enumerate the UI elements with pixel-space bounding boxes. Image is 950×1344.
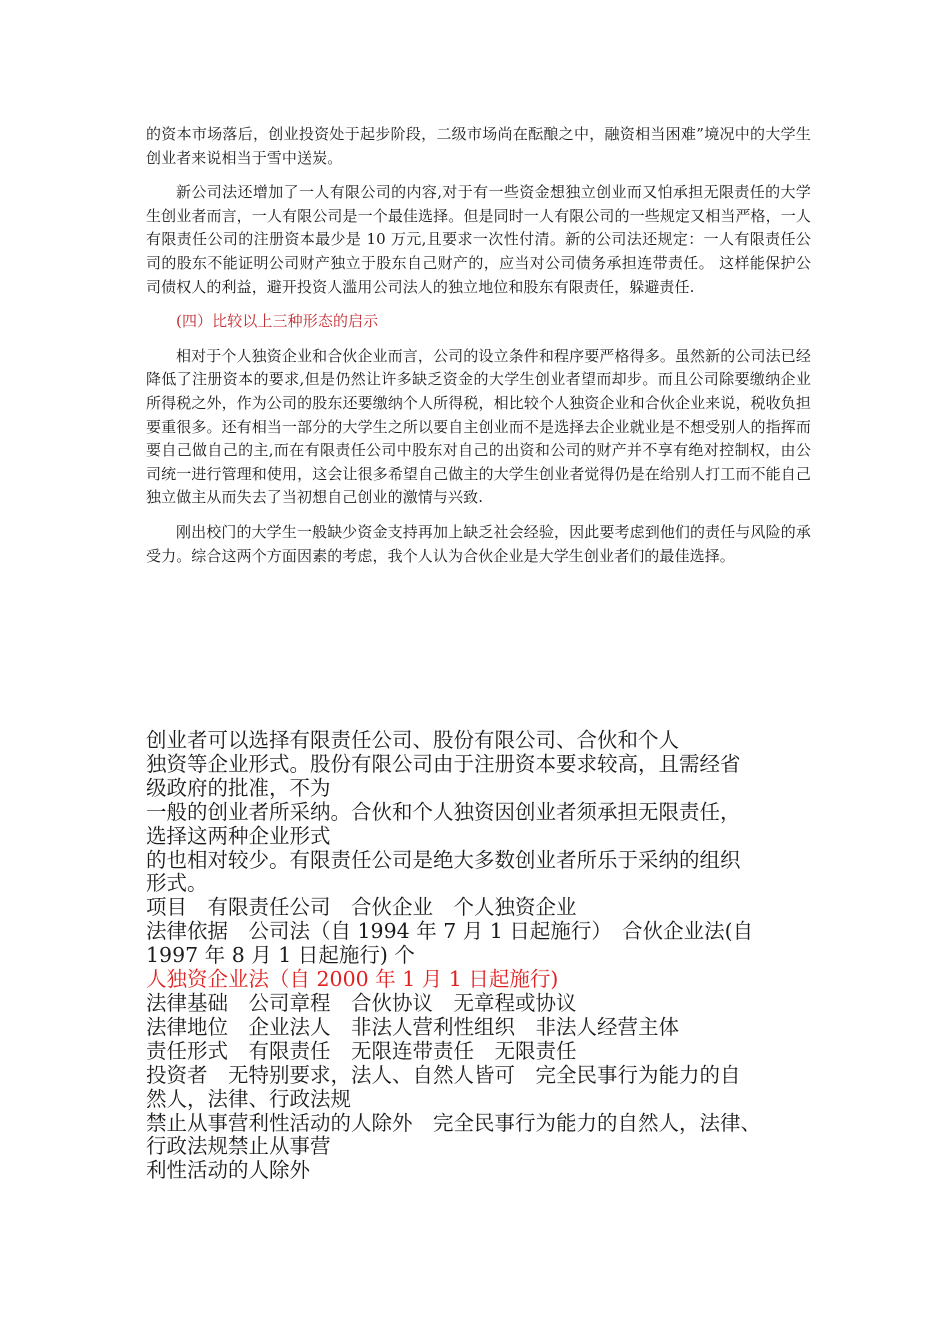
text-line: 禁止从事营利性活动的人除外 完全民事行为能力的自然人，法律、 [146,1110,761,1135]
highlighted-line: 人独资企业法（自 2000 年 1 月 1 日起施行) [146,967,559,992]
paragraph-1: 的资本市场落后，创业投资处于起步阶段，二级市场尚在酝酿之中，融资相当困难”境况中的大学生创业者来说相当于雪中送炭。 [146,125,811,167]
text-line: 级政府的批准，不为 [146,775,331,800]
text-line: 一般的创业者所采纳。合伙和个人独资因创业者须承担无限责任， [146,799,741,824]
text-line: 独资等企业形式。股份有限公司由于注册资本要求较高，且需经省 [146,751,741,776]
text-line: 选择这两种企业形式 [146,823,331,848]
text-line: 然人，法律、行政法规 [146,1086,351,1111]
paragraph-4: 刚出校门的大学生一般缺少资金支持再加上缺乏社会经验，因此要考虑到他们的责任与风险的承受力。综合这两个方面因素的考虑，我个人认为合伙企业是大学生创业者们的最佳选择。 [146,522,811,565]
text-line: 利性活动的人除外 [146,1158,310,1183]
text-line: 形式。 [146,871,208,896]
text-line: 创业者可以选择有限责任公司、股份有限公司、合伙和个人 [146,728,679,752]
small-text-section [146,123,811,579]
text-line: 法律地位 企业法人 非法人营利性组织 非法人经营主体 [146,1014,679,1039]
text-line: 投资者 无特别要求，法人、自然人皆可 完全民事行为能力的自 [146,1062,741,1087]
text-line: 法律基础 公司章程 合伙协议 无章程或协议 [146,990,577,1015]
text-line: 责任形式 有限责任 无限连带责任 无限责任 [146,1038,577,1063]
section-heading: (四）比较以上三种形态的启示 [176,312,379,331]
large-text-section [146,729,826,1183]
text-line: 行政法规禁止从事营 [146,1134,331,1159]
text-line: 的也相对较少。有限责任公司是绝大多数创业者所乐于采纳的组织 [146,847,741,872]
text-line: 法律依据 公司法（自 1994 年 7 月 1 日起施行） 合伙企业法(自 [146,919,754,944]
paragraph-3: 相对于个人独资企业和合伙企业而言，公司的设立条件和程序要严格得多。虽然新的公司法已经降低了注册资本的要求,但是仍然让许多缺乏资金的大学生创业者望而却步。而且公司除要缴纳企业所得税之外，作为公司的股东还要缴纳个人所得税，相比较个人独资企业和合伙企业来说，税收负担要重很多。还有相当一部分的大学生之所以要自主创业而不是选择去企业就业是不想受别人的指挥而要自己做自己的主,而在有限责任公司中股东对自己的出资和公司的财产并不享有绝对控制权，由公司统一进行管理和使用，这会让很多希望自己做主的大学生创业者觉得仍是在给别人打工而不能自己独立做主从而失去了当初想自己创业的激情与兴致. [146,346,811,507]
paragraph-2: 新公司法还增加了一人有限公司的内容,对于有一些资金想独立创业而又怕承担无限责任的大学生创业者而言，一人有限公司是一个最佳选择。但是同时一人有限公司的一些规定又相当严格，一人有限责任公司的注册资本最少是 10 万元,且要求一次性付清。新的公司法还规定：一人有限责任公司的股东不能证明公司财产独立于股东自己财产的，应当对公司债务承担连带责任。 这样能保护公司债权人的利益，避开投资人滥用公司法人的独立地位和股东有限责任，躲避责任. [146,183,811,296]
table-header-line: 项目 有限责任公司 合伙企业 个人独资企业 [146,895,577,920]
text-line: 1997 年 8 月 1 日起施行) 个 [146,943,415,968]
